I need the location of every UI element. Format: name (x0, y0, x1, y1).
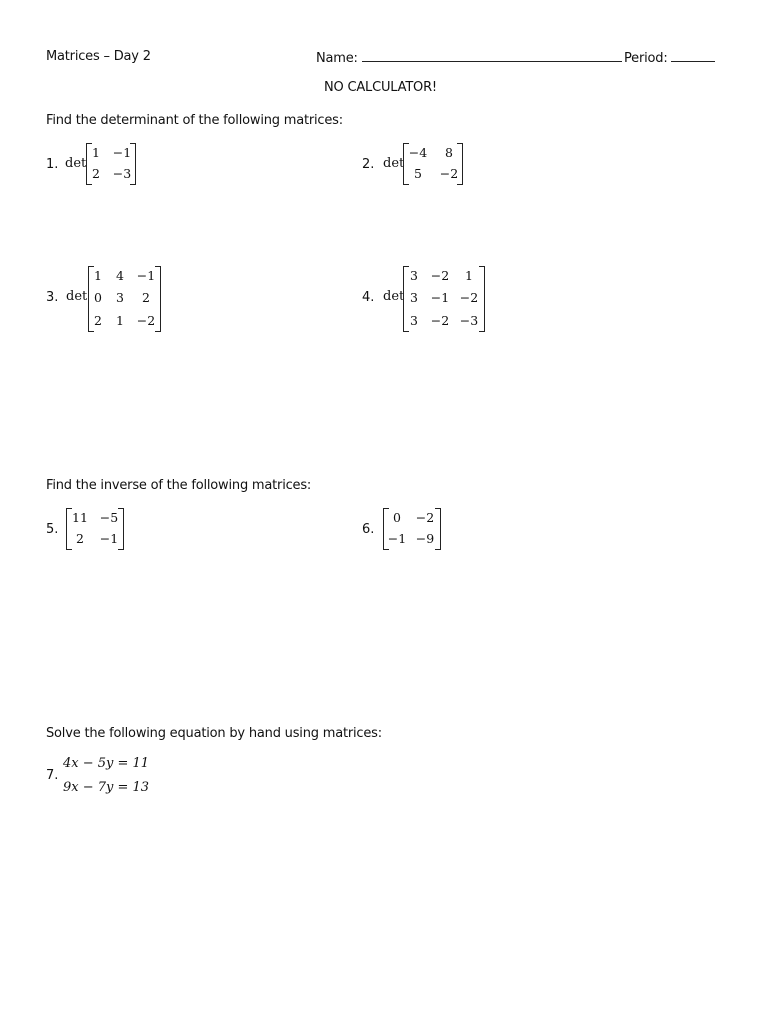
matrix-cell: −2 (415, 510, 435, 525)
matrix-cell: 3 (410, 268, 418, 283)
period-field[interactable] (624, 49, 715, 66)
matrix-cell: 3 (410, 290, 418, 305)
matrix-cell: −1 (430, 290, 450, 305)
matrix-cell: −3 (112, 166, 132, 181)
matrix-cell: −5 (99, 510, 119, 525)
matrix-cell: 2 (92, 166, 100, 181)
matrix-cell: 1 (116, 313, 124, 328)
matrix-cell: −2 (439, 166, 459, 181)
matrix-cell: −2 (459, 290, 479, 305)
problem-5-number: 5. (46, 522, 59, 537)
problem-3-number: 3. (46, 290, 59, 305)
matrix-cell: 3 (116, 290, 124, 305)
matrix-cell: 0 (393, 510, 401, 525)
matrix-cell: −4 (408, 145, 428, 160)
problem-6-number: 6. (362, 522, 375, 537)
matrix-cell: 1 (465, 268, 473, 283)
right-bracket (479, 266, 485, 332)
left-bracket (403, 266, 409, 332)
period-label: Period: (624, 51, 668, 66)
problem-4-matrix (403, 266, 485, 332)
problem-1-det: det (65, 156, 87, 171)
matrix-cell: −1 (387, 531, 407, 546)
matrix-cell: −1 (99, 531, 119, 546)
matrix-cell: 11 (72, 510, 88, 525)
matrix-cell: 2 (76, 531, 84, 546)
problem-6-matrix (383, 508, 441, 550)
matrix-cell: 2 (94, 313, 102, 328)
problem-1-matrix (86, 143, 136, 185)
matrix-cell: −1 (112, 145, 132, 160)
solve-instruction: Solve the following equation by hand using matrices: (46, 726, 382, 741)
name-field[interactable] (316, 49, 622, 66)
matrix-cell: −2 (430, 268, 450, 283)
matrix-cell: −9 (415, 531, 435, 546)
problem-3-matrix (88, 266, 161, 332)
matrix-cell: 3 (410, 313, 418, 328)
matrix-cell: −2 (430, 313, 450, 328)
no-calculator-notice: NO CALCULATOR! (324, 80, 437, 95)
matrix-cell: 4 (116, 268, 124, 283)
problem-4-number: 4. (362, 290, 375, 305)
matrix-cell: −3 (459, 313, 479, 328)
problem-7-equation-1: 4x − 5y = 11 (63, 756, 150, 771)
problem-2-matrix (403, 143, 463, 185)
right-bracket (118, 508, 124, 550)
matrix-cell: 1 (94, 268, 102, 283)
problem-3-det: det (66, 289, 88, 304)
determinant-instruction: Find the determinant of the following matrices: (46, 113, 343, 128)
problem-2-det: det (383, 156, 405, 171)
matrix-cell: −2 (136, 313, 156, 328)
matrix-cell: 2 (142, 290, 150, 305)
name-blank-line (362, 49, 622, 62)
matrix-cell: 0 (94, 290, 102, 305)
matrix-cell: 5 (414, 166, 422, 181)
matrix-cell: −1 (136, 268, 156, 283)
problem-1-number: 1. (46, 157, 59, 172)
problem-2-number: 2. (362, 157, 375, 172)
name-label: Name: (316, 51, 358, 66)
worksheet-title: Matrices – Day 2 (46, 49, 151, 64)
period-blank-line (671, 49, 715, 62)
problem-7-number: 7. (46, 768, 59, 783)
right-bracket (435, 508, 441, 550)
problem-4-det: det (383, 289, 405, 304)
problem-7-equation-2: 9x − 7y = 13 (63, 780, 150, 795)
problem-5-matrix (66, 508, 124, 550)
inverse-instruction: Find the inverse of the following matrices: (46, 478, 312, 493)
matrix-cell: 8 (445, 145, 453, 160)
matrix-cell: 1 (92, 145, 100, 160)
right-bracket (155, 266, 161, 332)
